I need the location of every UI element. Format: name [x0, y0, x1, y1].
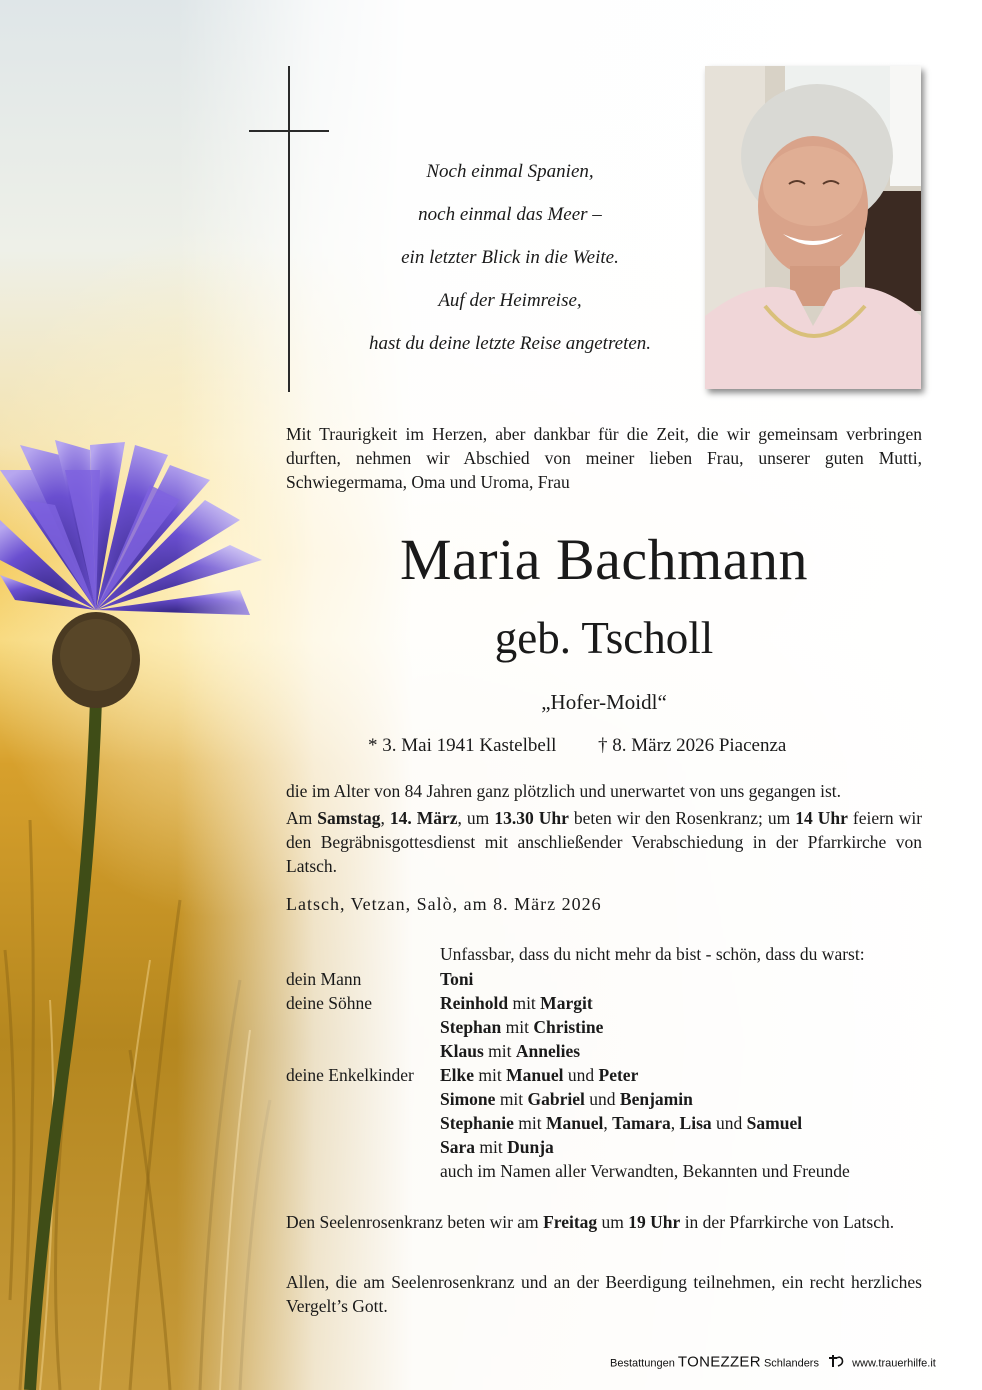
age-text: die im Alter von 84 Jahren ganz plötzlich und unerwartet von uns gegangen ist.	[286, 781, 842, 801]
portrait-photo	[705, 66, 921, 389]
funeral-day: Samstag	[317, 808, 381, 828]
maiden-name: geb. Tscholl	[494, 613, 714, 663]
mourner-names	[440, 967, 473, 991]
mourner-relation: dein Mann	[286, 969, 362, 989]
mourner-relation: deine Enkelkinder	[286, 1065, 414, 1085]
mourner-name: Manuel	[506, 1065, 564, 1085]
mass-time: 14 Uhr	[795, 808, 848, 828]
mourners-heading: Unfassbar, dass du nicht mehr da bist - schön, dass du warst:	[440, 944, 865, 964]
mourner-name: Christine	[533, 1017, 604, 1037]
mourner-row	[286, 1159, 926, 1183]
mourner-name: Peter	[598, 1065, 639, 1085]
mourner-row	[286, 1063, 926, 1087]
rosary-hour: 19 Uhr	[628, 1212, 681, 1232]
mourner-connector: mit	[483, 1041, 516, 1061]
mourner-row	[286, 1111, 926, 1135]
mourner-names	[440, 1087, 693, 1111]
funeral-text: beten wir den Rosenkranz; um	[568, 808, 796, 828]
funeral-text: , um	[457, 808, 495, 828]
mourner-names	[440, 1135, 554, 1159]
mourner-name: Klaus	[440, 1041, 484, 1061]
thanks-paragraph	[286, 1270, 922, 1318]
mourner-name: Dunja	[507, 1137, 554, 1157]
rosary-time: 13.30 Uhr	[494, 808, 569, 828]
mourner-name: Stephan	[440, 1017, 502, 1037]
mourner-name: Benjamin	[619, 1089, 693, 1109]
place-date: Latsch, Vetzan, Salò, am 8. März 2026	[286, 894, 602, 914]
mourner-name: Manuel	[546, 1113, 604, 1133]
mourner-connector: und	[563, 1065, 599, 1085]
mourner-connector: ,	[670, 1113, 680, 1133]
mourner-name: Samuel	[746, 1113, 803, 1133]
mourner-relation: deine Söhne	[286, 993, 373, 1013]
mourner-row	[286, 1039, 926, 1063]
mourner-row	[286, 967, 926, 991]
deceased-name: Maria Bachmann	[399, 527, 808, 592]
funeral-text: ,	[380, 808, 390, 828]
nickname: „Hofer-Moidl“	[541, 690, 667, 714]
mourner-name: Margit	[540, 993, 593, 1013]
funeral-logo-icon	[827, 1354, 845, 1373]
funeral-text: Am	[286, 808, 318, 828]
mourner-connector: und	[711, 1113, 747, 1133]
funeral-date: 14. März	[389, 808, 458, 828]
mourner-name: Reinhold	[440, 993, 509, 1013]
poem-line: Auf der Heimreise,	[438, 290, 582, 311]
footer-prefix: Bestattungen	[610, 1357, 675, 1370]
mourner-names	[440, 1159, 850, 1183]
poem-line: hast du deine letzte Reise angetreten.	[368, 333, 652, 354]
poem-line: Noch einmal Spanien,	[426, 161, 594, 182]
footer-firm: TONEZZER	[677, 1353, 761, 1371]
poem-line: noch einmal das Meer –	[418, 204, 602, 225]
mourner-connector: auch im Namen aller Verwandten, Bekannten und Freunde	[440, 1161, 850, 1181]
cross-horizontal-beam	[249, 130, 329, 132]
mourner-connector: und	[584, 1089, 620, 1109]
mourner-connector: ,	[603, 1113, 613, 1133]
mourner-connector: mit	[513, 1113, 546, 1133]
footer-town: Schlanders	[763, 1357, 819, 1370]
rosary-text: in der Pfarrkirche von Latsch.	[680, 1212, 895, 1232]
mourner-row	[286, 1087, 926, 1111]
mourner-name: Annelies	[515, 1041, 581, 1061]
rosary-text: um	[597, 1212, 629, 1232]
mourner-name: Stephanie	[440, 1113, 514, 1133]
mourner-name: Tamara	[612, 1113, 671, 1133]
mourner-names	[440, 1015, 603, 1039]
mourner-row	[286, 991, 926, 1015]
mourners-list	[286, 967, 926, 1183]
mourner-name: Lisa	[679, 1113, 712, 1133]
death-date: † 8. März 2026 Piacenza	[598, 735, 787, 756]
footer-url: www.trauerhilfe.it	[852, 1357, 936, 1370]
mourner-name: Gabriel	[527, 1089, 585, 1109]
mourner-row	[286, 1135, 926, 1159]
mourner-connector: mit	[475, 1137, 508, 1157]
mourner-name: Elke	[440, 1065, 475, 1085]
mourner-name: Toni	[440, 969, 474, 989]
intro-paragraph	[286, 422, 922, 494]
mourner-names	[440, 1039, 580, 1063]
funeral-info	[286, 806, 922, 878]
footer	[610, 1354, 936, 1373]
mourner-connector: mit	[474, 1065, 507, 1085]
intro-text: Mit Traurigkeit im Herzen, aber dankbar für die Zeit, die wir gemeinsam verbringen durften, nehmen wir Abschied von meiner lieben Frau, unserer guten Mutti, Schwiegermama, Oma und Uroma, Frau	[286, 424, 922, 492]
thanks-text: Allen, die am Seelenrosenkranz und an der Beerdigung teilnehmen, ein recht herzliches Vergelt’s Gott.	[286, 1272, 922, 1316]
mourner-names	[440, 1111, 802, 1135]
rosary-day: Freitag	[543, 1212, 598, 1232]
mourner-connector: mit	[508, 993, 541, 1013]
mourner-connector: mit	[495, 1089, 528, 1109]
rosary-text: Den Seelenrosenkranz beten wir am	[286, 1212, 544, 1232]
poem	[330, 150, 690, 365]
cross-vertical-beam	[288, 66, 290, 392]
birth-date: * 3. Mai 1941 Kastelbell	[368, 735, 557, 756]
mourner-name: Sara	[440, 1137, 475, 1157]
mourner-names	[440, 991, 593, 1015]
funeral-text: feiern wir den Begräbnisgottesdienst mit anschließender Verabschiedung in der Pfarrkirche von Latsch.	[286, 808, 923, 876]
mourner-row	[286, 1015, 926, 1039]
poem-line: ein letzter Blick in die Weite.	[401, 247, 619, 268]
age-sentence	[286, 779, 922, 803]
mourner-name: Simone	[440, 1089, 496, 1109]
rosary-info	[286, 1210, 922, 1234]
mourner-names	[440, 1063, 638, 1087]
mourner-connector: mit	[501, 1017, 534, 1037]
